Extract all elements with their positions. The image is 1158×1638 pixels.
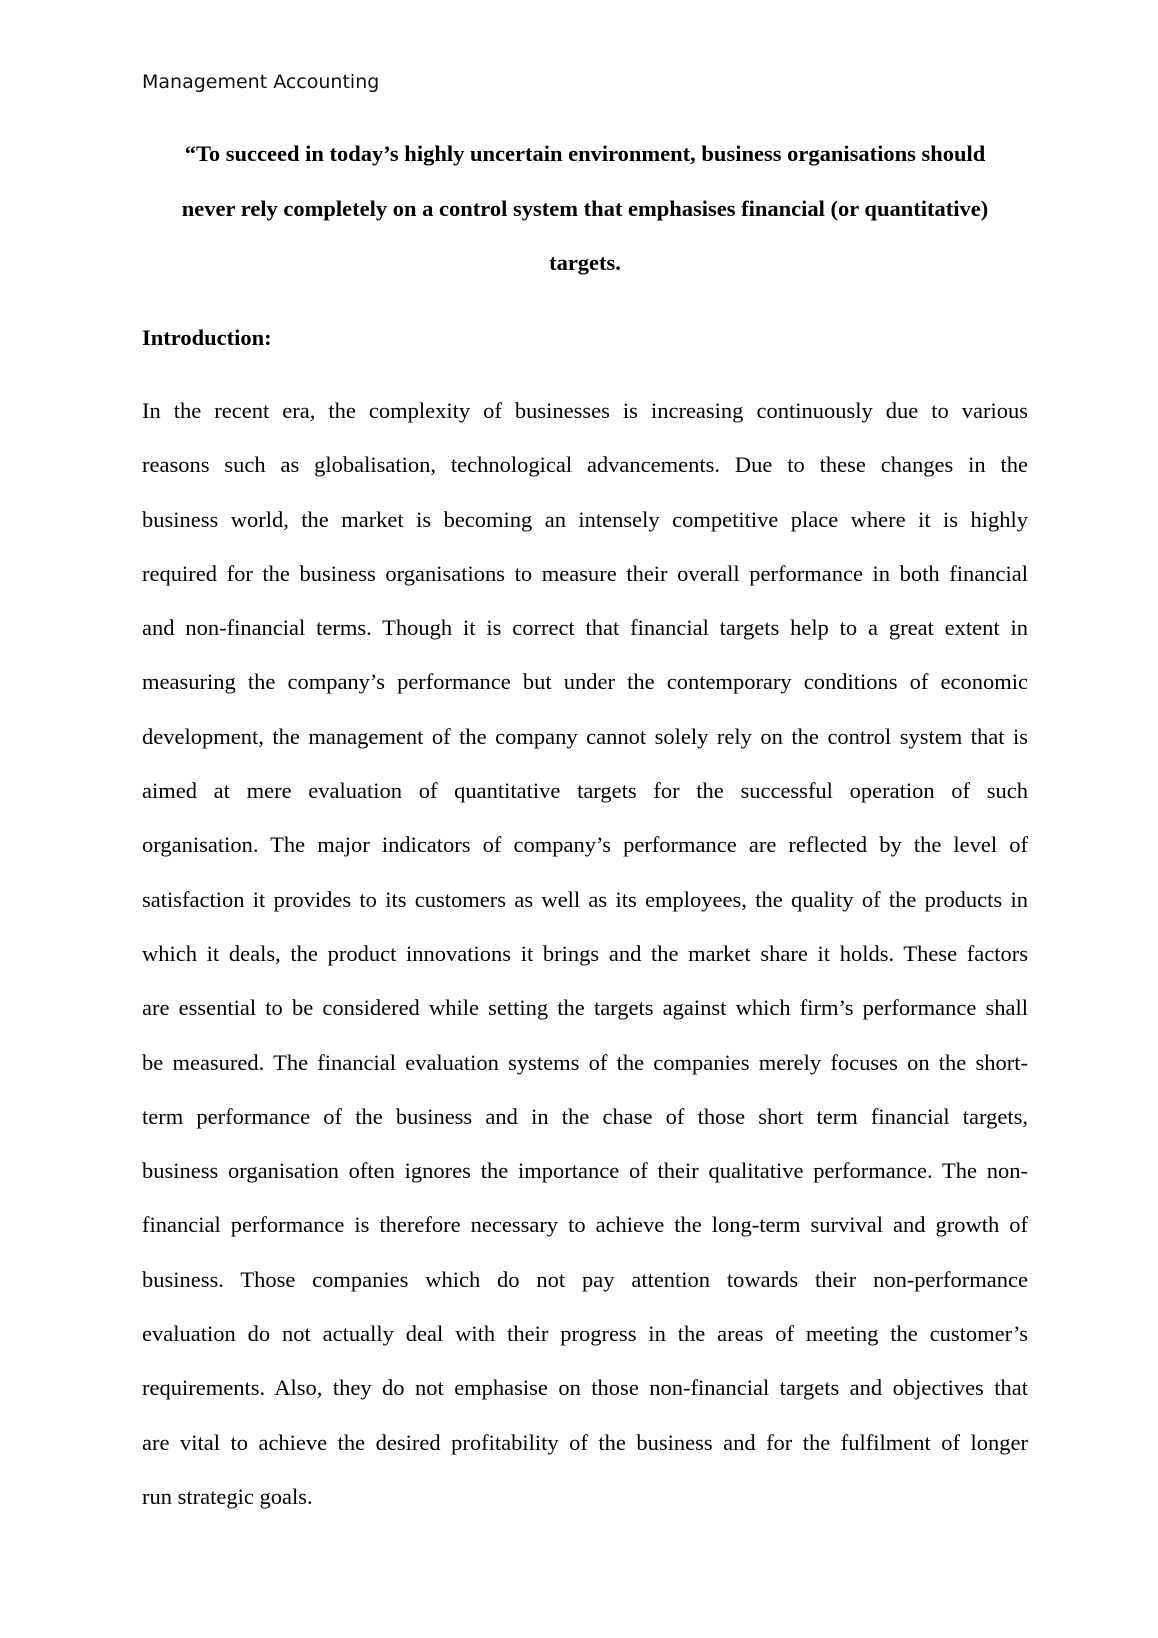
paragraph-line: requirements. Also, they do not emphasise on those non-financial targets and objectives that <box>142 1375 1028 1401</box>
title-line: “To succeed in today’s highly uncertain environment, business organisations should <box>184 141 986 166</box>
title-line: targets. <box>549 250 621 275</box>
paragraph-line: reasons such as globalisation, technological advancements. Due to these changes in the <box>142 452 1028 478</box>
title-line: never rely completely on a control system that emphasises financial (or quantitative) <box>181 195 989 221</box>
paragraph-line: required for the business organisations to measure their overall performance in both financial <box>142 560 1028 586</box>
introduction-paragraph <box>142 384 1028 1524</box>
paragraph-line: In the recent era, the complexity of businesses is increasing continuously due to various <box>142 398 1028 423</box>
paragraph-line: are essential to be considered while setting the targets against which firm’s performance shall <box>142 995 1028 1021</box>
paragraph-line: aimed at mere evaluation of quantitative targets for the successful operation of such <box>142 778 1028 804</box>
paragraph-line: organisation. The major indicators of company’s performance are reflected by the level of <box>142 832 1028 858</box>
paragraph-line: development, the management of the company cannot solely rely on the control system that is <box>142 723 1028 749</box>
paragraph-line: be measured. The financial evaluation systems of the companies merely focuses on the short- <box>142 1049 1028 1075</box>
paragraph-line: evaluation do not actually deal with their progress in the areas of meeting the customer’s <box>142 1321 1028 1347</box>
paragraph-line: and non-financial terms. Though it is correct that financial targets help to a great extent in <box>142 615 1028 641</box>
paragraph-line: business organisation often ignores the importance of their qualitative performance. The non- <box>142 1158 1028 1184</box>
paragraph-line: which it deals, the product innovations it brings and the market share it holds. These factors <box>142 940 1028 966</box>
section-heading-introduction: Introduction: <box>142 325 272 350</box>
paragraph-line: run strategic goals. <box>142 1483 313 1509</box>
running-header: Management Accounting <box>142 71 380 93</box>
paragraph-line: term performance of the business and in the chase of those short term financial targets, <box>142 1103 1028 1129</box>
paragraph-line: are vital to achieve the desired profitability of the business and for the fulfilment of longer <box>142 1429 1028 1455</box>
essay-title <box>142 127 1028 291</box>
paragraph-line: business world, the market is becoming an intensely competitive place where it is highly <box>142 506 1028 532</box>
paragraph-line: measuring the company’s performance but under the contemporary conditions of economic <box>142 669 1028 695</box>
paragraph-line: satisfaction it provides to its customers as well as its employees, the quality of the products in <box>142 886 1028 912</box>
paragraph-line: business. Those companies which do not pay attention towards their non-performance <box>142 1266 1028 1292</box>
paragraph-line: financial performance is therefore necessary to achieve the long-term survival and growth of <box>142 1212 1028 1238</box>
